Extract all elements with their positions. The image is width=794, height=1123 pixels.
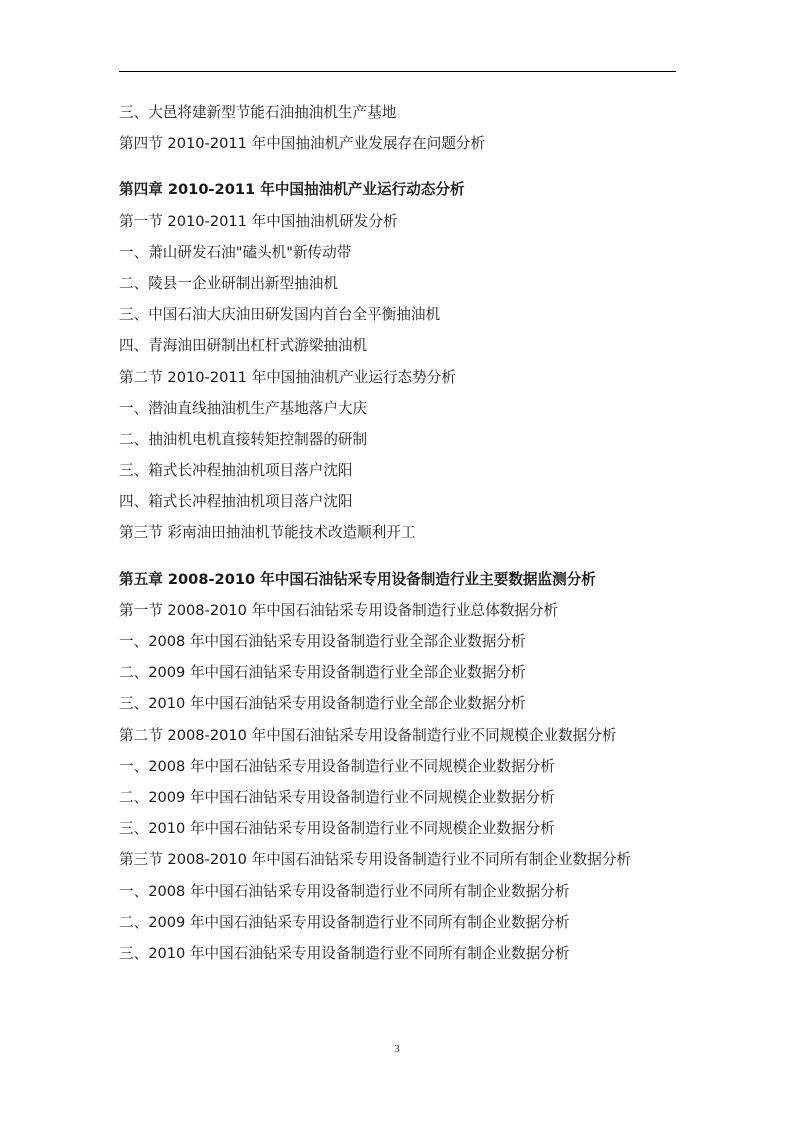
toc-entry: 四、青海油田研制出杠杆式游梁抽油机	[119, 337, 368, 355]
toc-entry: 三、中国石油大庆油田研发国内首台全平衡抽油机	[119, 306, 441, 324]
toc-section-entry: 第一节 2010-2011 年中国抽油机研发分析	[119, 212, 398, 230]
toc-section-entry: 第三节 2008-2010 年中国石油钻采专用设备制造行业不同所有制企业数据分析	[119, 851, 632, 869]
toc-section-entry: 第四节 2010-2011 年中国抽油机产业发展存在问题分析	[119, 135, 486, 153]
toc-entry: 二、2009 年中国石油钻采专用设备制造行业不同规模企业数据分析	[119, 788, 555, 806]
toc-entry: 一、2008 年中国石油钻采专用设备制造行业不同规模企业数据分析	[119, 757, 555, 775]
toc-section-entry: 第一节 2008-2010 年中国石油钻采专用设备制造行业总体数据分析	[119, 601, 559, 619]
toc-entry: 二、2009 年中国石油钻采专用设备制造行业全部企业数据分析	[119, 664, 526, 682]
chapter-4-heading: 第四章 2010-2011 年中国抽油机产业运行动态分析	[119, 181, 465, 199]
header-rule	[119, 71, 676, 72]
toc-entry: 三、2010 年中国石油钻采专用设备制造行业全部企业数据分析	[119, 695, 526, 713]
page-number: 3	[394, 1043, 400, 1055]
table-of-contents	[119, 97, 719, 969]
toc-section-entry: 第二节 2008-2010 年中国石油钻采专用设备制造行业不同规模企业数据分析	[119, 726, 617, 744]
toc-entry: 三、2010 年中国石油钻采专用设备制造行业不同所有制企业数据分析	[119, 944, 570, 962]
toc-entry: 二、抽油机电机直接转矩控制器的研制	[119, 430, 368, 448]
toc-entry: 三、2010 年中国石油钻采专用设备制造行业不同规模企业数据分析	[119, 820, 555, 838]
toc-entry: 一、2008 年中国石油钻采专用设备制造行业不同所有制企业数据分析	[119, 882, 570, 900]
toc-section-entry: 第三节 彩南油田抽油机节能技术改造顺利开工	[119, 524, 416, 542]
toc-entry: 二、陵县一企业研制出新型抽油机	[119, 274, 338, 292]
toc-section-entry: 第二节 2010-2011 年中国抽油机产业运行态势分析	[119, 368, 456, 386]
toc-entry: 一、萧山研发石油"磕头机"新传动带	[119, 243, 352, 261]
toc-entry: 四、箱式长冲程抽油机项目落户沈阳	[119, 493, 353, 511]
toc-entry: 三、大邑将建新型节能石油抽油机生产基地	[119, 104, 397, 121]
toc-entry: 一、潜油直线抽油机生产基地落户大庆	[119, 399, 368, 417]
toc-entry: 二、2009 年中国石油钻采专用设备制造行业不同所有制企业数据分析	[119, 913, 570, 931]
toc-entry: 三、箱式长冲程抽油机项目落户沈阳	[119, 462, 353, 480]
toc-entry: 一、2008 年中国石油钻采专用设备制造行业全部企业数据分析	[119, 633, 526, 650]
chapter-5-heading: 第五章 2008-2010 年中国石油钻采专用设备制造行业主要数据监测分析	[119, 570, 596, 588]
